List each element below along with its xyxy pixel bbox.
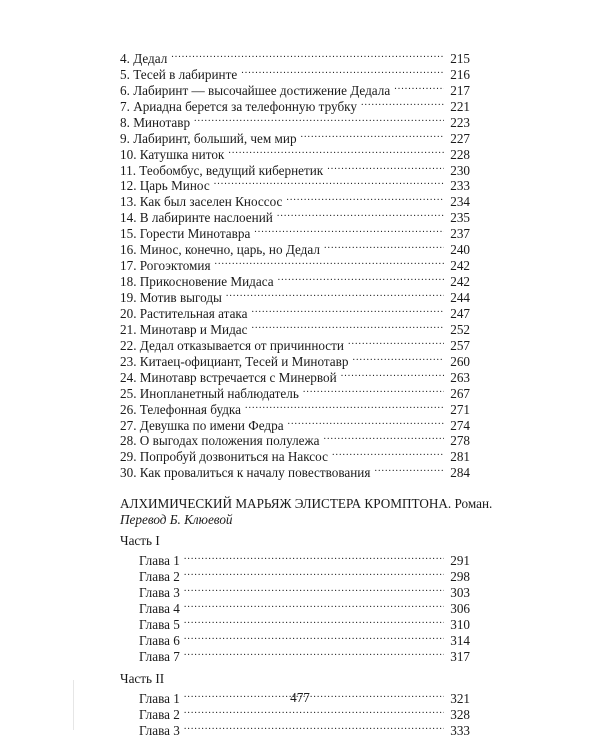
entry-page: 252: [450, 321, 470, 337]
entry-page: 263: [450, 369, 470, 385]
dot-leader: [278, 270, 444, 286]
dot-leader: [184, 719, 444, 735]
part-heading: Часть I: [120, 533, 160, 549]
dot-leader: [214, 175, 444, 191]
entry-page: 271: [450, 401, 470, 417]
dot-leader: [288, 414, 444, 430]
entry-page: 240: [450, 242, 470, 258]
entry-page: 314: [450, 632, 470, 648]
toc-entry: [120, 47, 470, 66]
dot-leader: [184, 629, 444, 645]
entry-title: 27. Девушка по имени Федра: [120, 417, 284, 433]
dot-leader: [194, 111, 444, 127]
entry-title: Глава 2: [139, 569, 180, 585]
dot-leader: [352, 350, 444, 366]
chapter-list: [120, 47, 470, 481]
entry-title: 13. Как был заселен Кноссос: [120, 194, 283, 210]
entry-title: Глава 5: [139, 617, 180, 632]
entry-page: 242: [450, 274, 470, 290]
dot-leader: [324, 430, 445, 446]
entry-page: 221: [450, 98, 470, 114]
entry-page: 234: [450, 194, 470, 210]
dot-leader: [348, 334, 444, 350]
entry-title: 18. Прикосновение Мидаса: [120, 274, 274, 290]
entry-title: 12. Царь Минос: [120, 178, 210, 194]
toc-entry: [120, 63, 470, 82]
entry-title: 20. Растительная атака: [120, 305, 248, 321]
novel-translator: Перевод Б. Клюевой: [120, 512, 233, 528]
dot-leader: [254, 222, 444, 238]
entry-title: 28. О выгодах положения полулежа: [120, 433, 320, 449]
dot-leader: [251, 302, 444, 318]
entry-page: 303: [450, 585, 470, 601]
entry-page: 235: [450, 210, 470, 226]
entry-title: 21. Минотавр и Мидас: [120, 321, 248, 337]
entry-page: 223: [450, 114, 470, 130]
entry-title: 6. Лабиринт — высочайшее достижение Дедала: [120, 82, 391, 98]
entry-page: 216: [450, 66, 470, 82]
entry-page: 244: [450, 290, 470, 305]
dot-leader: [228, 143, 444, 159]
dot-leader: [226, 286, 444, 302]
dot-leader: [184, 613, 444, 629]
dot-leader: [286, 190, 444, 206]
entry-title: Глава 7: [139, 648, 180, 664]
entry-title: 17. Рогоэктомия: [120, 258, 211, 274]
entry-title: 9. Лабиринт, больший, чем мир: [120, 130, 297, 146]
page-edge-shadow: [73, 680, 74, 730]
table-of-contents: [120, 47, 493, 738]
entry-page: 267: [450, 385, 470, 401]
entry-page: 317: [450, 648, 470, 664]
entry-page: 217: [450, 82, 470, 98]
part-heading: Часть II: [120, 670, 165, 686]
entry-page: 333: [450, 722, 470, 738]
entry-page: 306: [450, 601, 470, 617]
entry-title: 23. Китаец-официант, Тесей и Минотавр: [120, 353, 349, 369]
dot-leader: [303, 382, 444, 398]
entry-page: 257: [450, 337, 470, 353]
entry-title: 10. Катушка ниток: [120, 146, 225, 162]
entry-title: Глава 1: [139, 553, 180, 569]
entry-title: 15. Горести Минотавра: [120, 226, 251, 242]
entry-title: 30. Как провалиться к началу повествования: [120, 465, 371, 481]
dot-leader: [324, 238, 444, 254]
dot-leader: [184, 645, 444, 661]
entry-title: 16. Минос, конечно, царь, но Дедал: [120, 242, 320, 258]
dot-leader: [327, 159, 444, 175]
entry-title: 7. Ариадна берется за телефонную трубку: [120, 98, 357, 114]
entry-page: 281: [450, 449, 470, 465]
entry-page: 291: [450, 553, 470, 569]
dot-leader: [184, 597, 444, 613]
entry-title: Глава 4: [139, 601, 180, 617]
entry-page: 328: [450, 706, 470, 722]
entry-title: 19. Мотив выгоды: [120, 290, 222, 305]
dot-leader: [184, 549, 444, 565]
dot-leader: [361, 95, 444, 111]
page-number: 477: [290, 690, 310, 705]
entry-page: 228: [450, 146, 470, 162]
dot-leader: [332, 445, 444, 461]
dot-leader: [341, 366, 444, 382]
entry-title: 26. Телефонная будка: [120, 401, 241, 417]
entry-page: 298: [450, 569, 470, 585]
toc-entry: [120, 549, 470, 569]
dot-leader: [252, 318, 445, 334]
entry-page: 321: [450, 690, 470, 706]
entry-page: 230: [450, 162, 470, 178]
dot-leader: [374, 461, 444, 477]
entry-title: 11. Теобомбус, ведущий кибернетик: [120, 162, 324, 178]
entry-title: 29. Попробуй дозвониться на Наксос: [120, 449, 328, 465]
entry-title: Глава 6: [139, 632, 180, 648]
entry-title: Глава 3: [139, 585, 180, 601]
novel-title: АЛХИМИЧЕСКИЙ МАРЬЯЖ ЭЛИСТЕРА КРОМПТОНА. Роман.: [120, 496, 493, 512]
entry-page: 233: [450, 178, 470, 194]
entry-page: 274: [450, 417, 470, 433]
entry-title: Глава 1: [139, 690, 180, 706]
part-one-chapter-list: [120, 549, 470, 664]
dot-leader: [241, 63, 444, 79]
dot-leader: [394, 79, 444, 95]
dot-leader: [184, 565, 444, 581]
dot-leader: [245, 398, 444, 414]
entry-page: 260: [450, 353, 470, 369]
entry-title: 25. Инопланетный наблюдатель: [120, 385, 299, 401]
entry-title: 4. Дедал: [120, 50, 168, 66]
dot-leader: [184, 581, 444, 597]
entry-page: 247: [450, 305, 470, 321]
entry-page: 242: [450, 258, 470, 274]
dot-leader: [171, 47, 444, 63]
entry-title: 5. Тесей в лабиринте: [120, 66, 238, 82]
entry-page: 284: [450, 465, 470, 481]
entry-title: 24. Минотавр встречается с Минервой: [120, 369, 337, 385]
entry-page: 237: [450, 226, 470, 242]
dot-leader: [215, 254, 444, 270]
entry-page: 310: [450, 617, 470, 632]
entry-title: 8. Минотавр: [120, 114, 191, 130]
entry-title: 22. Дедал отказывается от причинности: [120, 337, 344, 353]
dot-leader: [301, 127, 444, 143]
dot-leader: [277, 206, 444, 222]
entry-page: 278: [450, 433, 470, 449]
entry-title: Глава 3: [139, 722, 180, 738]
entry-page: 215: [450, 50, 470, 66]
entry-title: Глава 2: [139, 706, 180, 722]
entry-title: 14. В лабиринте наслоений: [120, 210, 273, 226]
entry-page: 227: [450, 130, 470, 146]
